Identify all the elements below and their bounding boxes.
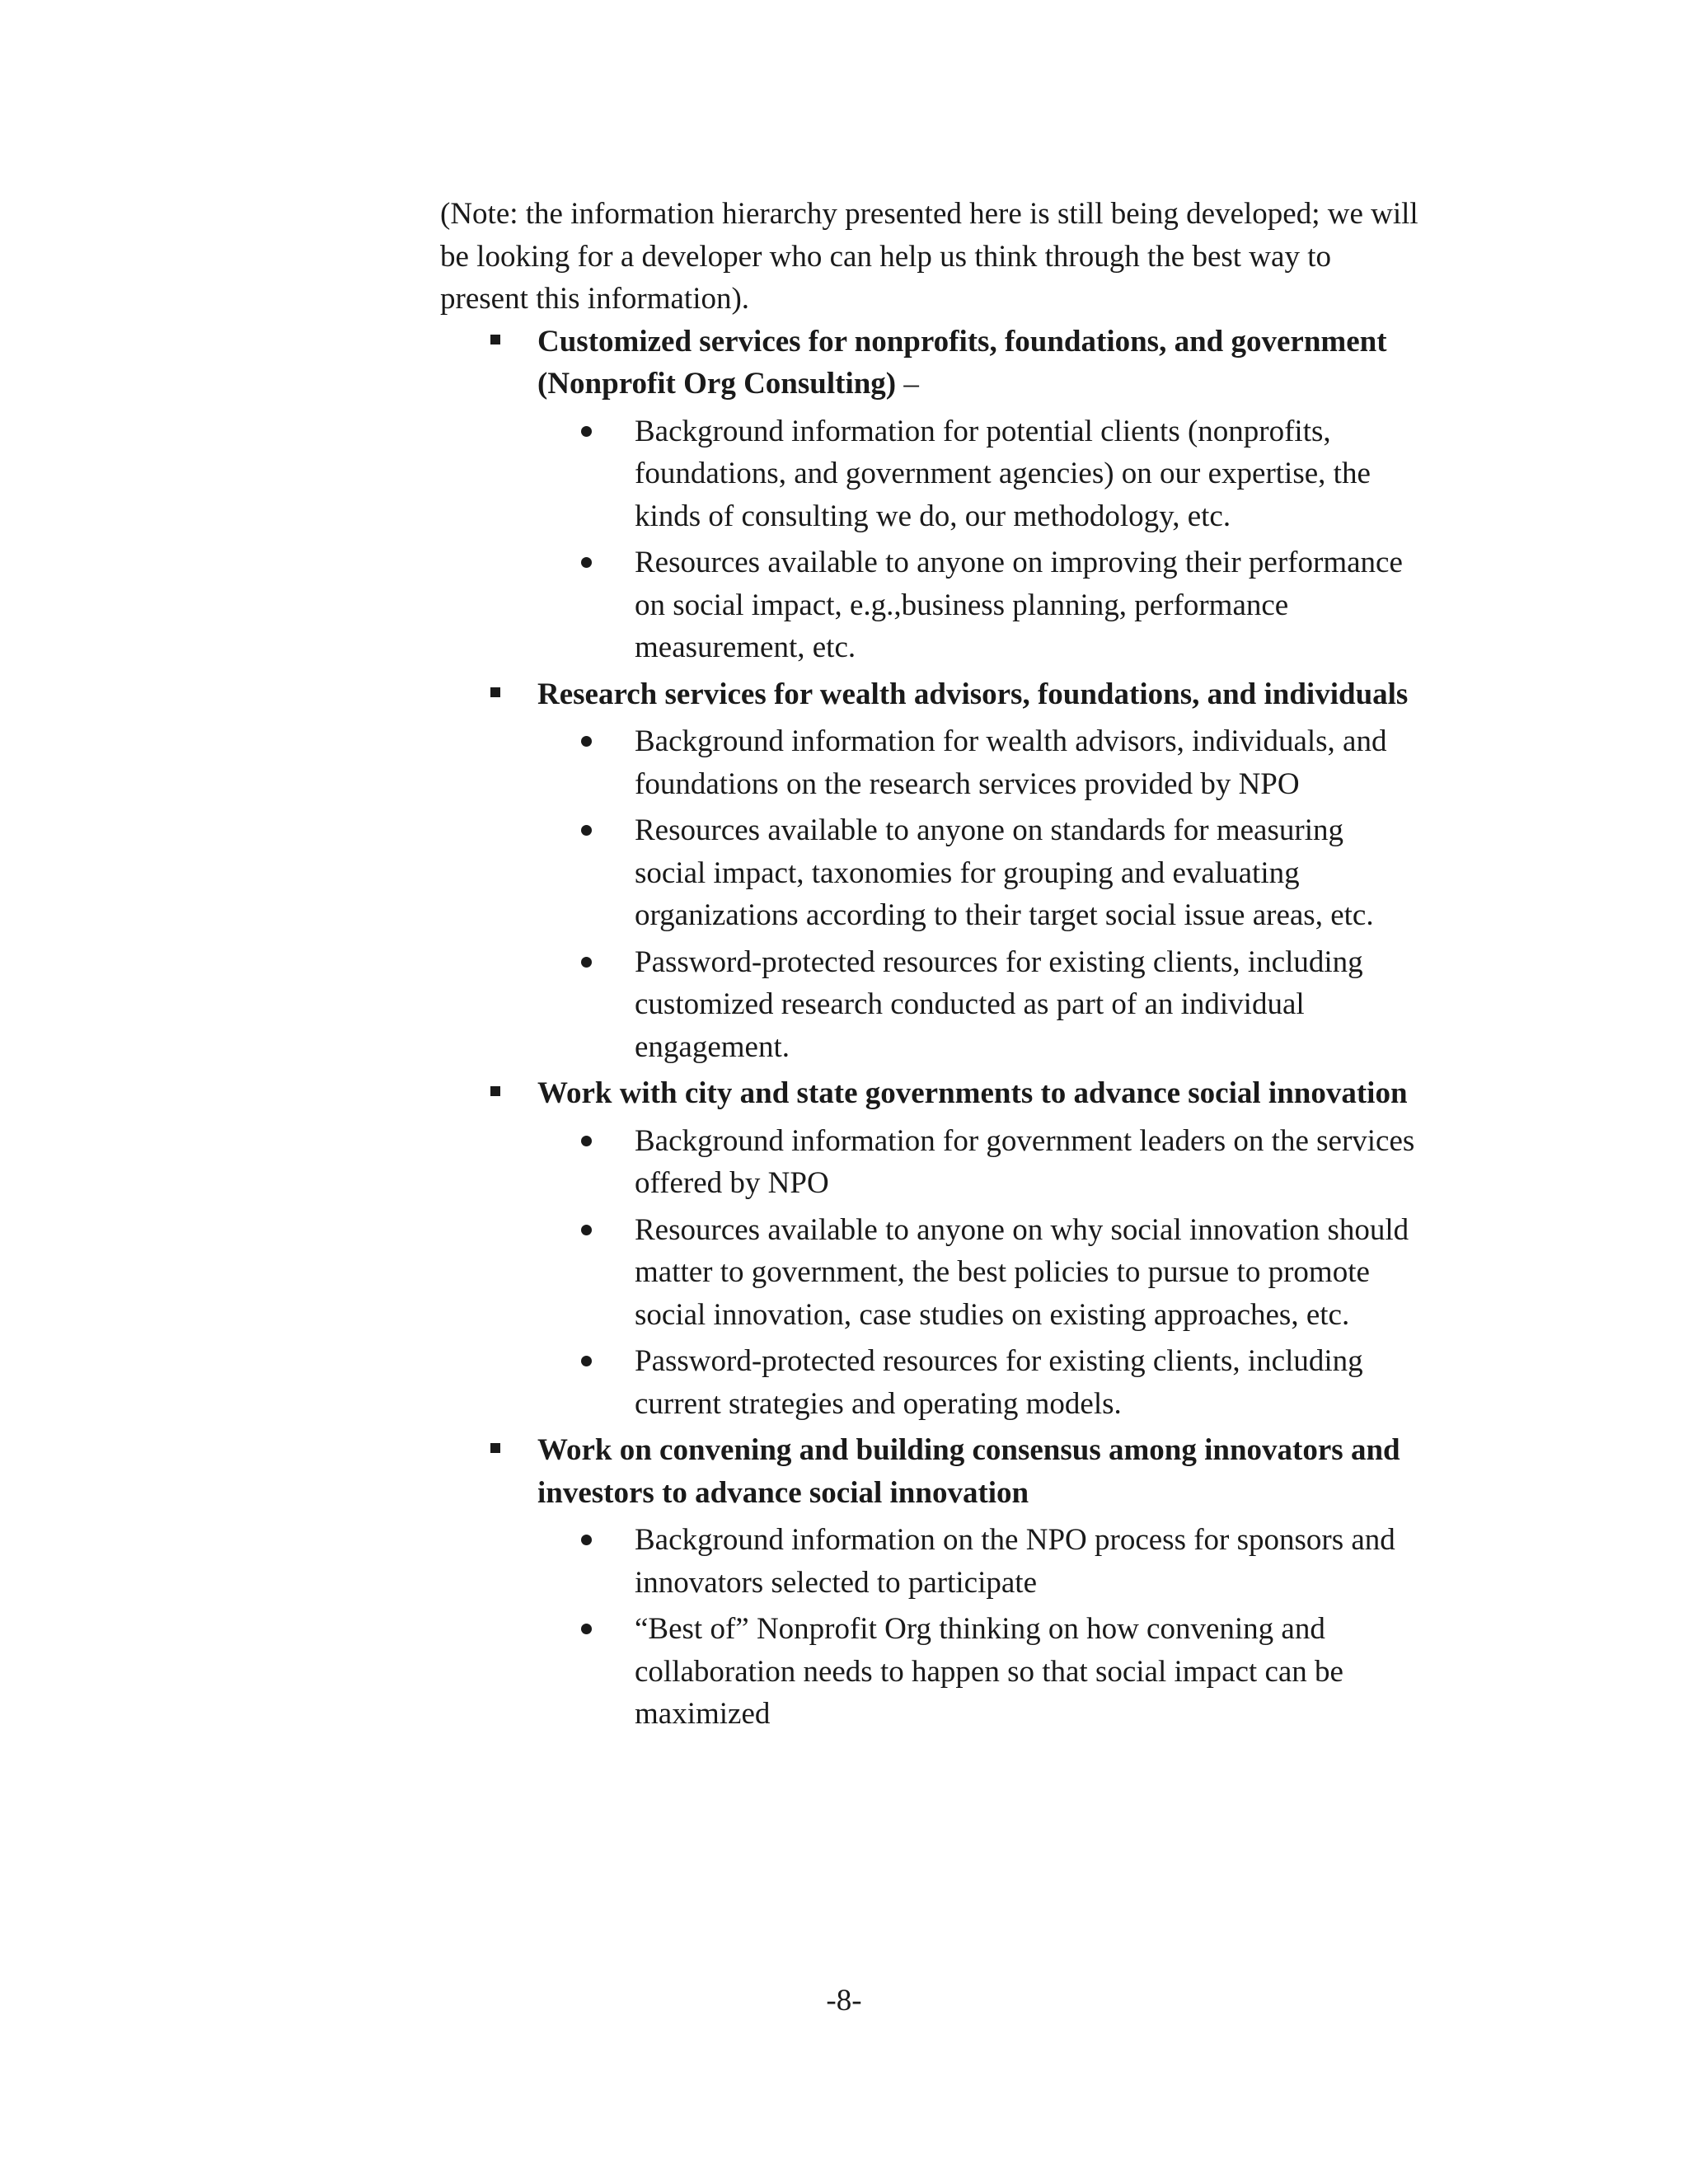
section-heading: Work on convening and building consensus among innovators and investors to advance social innovation — [537, 1433, 1400, 1510]
section-items — [537, 1120, 1421, 1426]
round-bullet-icon — [581, 1136, 592, 1146]
section-heading-line — [537, 1429, 1421, 1514]
list-item — [537, 941, 1421, 1069]
list-item — [537, 1608, 1421, 1736]
list-item — [537, 410, 1421, 538]
section-heading-line — [537, 321, 1421, 405]
square-bullet-icon — [490, 687, 500, 697]
square-bullet-icon — [490, 1086, 500, 1096]
section-heading-line — [537, 673, 1421, 716]
list-item-text: Password-protected resources for existing clients, including customized research conducted as part of an individual engagement. — [635, 944, 1363, 1064]
list-item-text: “Best of” Nonprofit Org thinking on how convening and collaboration needs to happen so that social impact can be maximized — [635, 1612, 1343, 1731]
section-heading: Research services for wealth advisors, foundations, and individuals — [537, 677, 1409, 711]
list-item — [537, 1340, 1421, 1425]
list-item-text: Background information for wealth advisors, individuals, and foundations on the research services provided by NPO — [635, 724, 1387, 801]
round-bullet-icon — [581, 1624, 592, 1634]
section-heading-line — [537, 1072, 1421, 1115]
round-bullet-icon — [581, 1225, 592, 1235]
list-item — [537, 541, 1421, 669]
page-content — [440, 193, 1421, 1740]
list-item-text: Background information for government leaders on the services offered by NPO — [635, 1123, 1415, 1200]
round-bullet-icon — [581, 1356, 592, 1366]
list-item-text: Password-protected resources for existing clients, including current strategies and operating models. — [635, 1344, 1363, 1421]
list-item-text: Resources available to anyone on improving their performance on social impact, e.g.,business planning, performance measurement, etc. — [635, 546, 1403, 664]
service-section — [440, 1429, 1421, 1736]
services-list — [440, 321, 1421, 1736]
list-item-text: Background information on the NPO process for sponsors and innovators selected to participate — [635, 1523, 1395, 1600]
section-items — [537, 410, 1421, 669]
section-heading-suffix: – — [896, 367, 919, 401]
list-item — [537, 1209, 1421, 1337]
section-items — [537, 720, 1421, 1068]
round-bullet-icon — [581, 736, 592, 747]
square-bullet-icon — [490, 1443, 500, 1453]
section-heading: Customized services for nonprofits, foundations, and government (Nonprofit Org Consulting) — [537, 324, 1387, 401]
service-section — [440, 673, 1421, 1069]
list-item — [537, 809, 1421, 937]
round-bullet-icon — [581, 557, 592, 568]
list-item — [537, 1519, 1421, 1604]
list-item — [537, 720, 1421, 805]
service-section — [440, 1072, 1421, 1425]
section-heading: Work with city and state governments to advance social innovation — [537, 1076, 1408, 1110]
intro-note: (Note: the information hierarchy presented here is still being developed; we will be looking for a developer who can help us think through the best way to present this information). — [440, 197, 1418, 316]
list-item-text: Resources available to anyone on standards for measuring social impact, taxonomies for grouping and evaluating organizations according to their target social issue areas, etc. — [635, 813, 1374, 932]
list-item — [537, 1120, 1421, 1205]
round-bullet-icon — [581, 957, 592, 968]
square-bullet-icon — [490, 335, 500, 344]
page-number: -8- — [826, 1984, 862, 2018]
service-section — [440, 321, 1421, 669]
list-item-text: Background information for potential clients (nonprofits, foundations, and government agencies) on our expertise, the kinds of consulting we do, our methodology, etc. — [635, 414, 1371, 533]
round-bullet-icon — [581, 1535, 592, 1545]
list-item-text: Resources available to anyone on why social innovation should matter to government, the best policies to pursue to promote social innovation, case studies on existing approaches, etc. — [635, 1212, 1409, 1332]
section-items — [537, 1519, 1421, 1736]
round-bullet-icon — [581, 426, 592, 437]
round-bullet-icon — [581, 825, 592, 836]
